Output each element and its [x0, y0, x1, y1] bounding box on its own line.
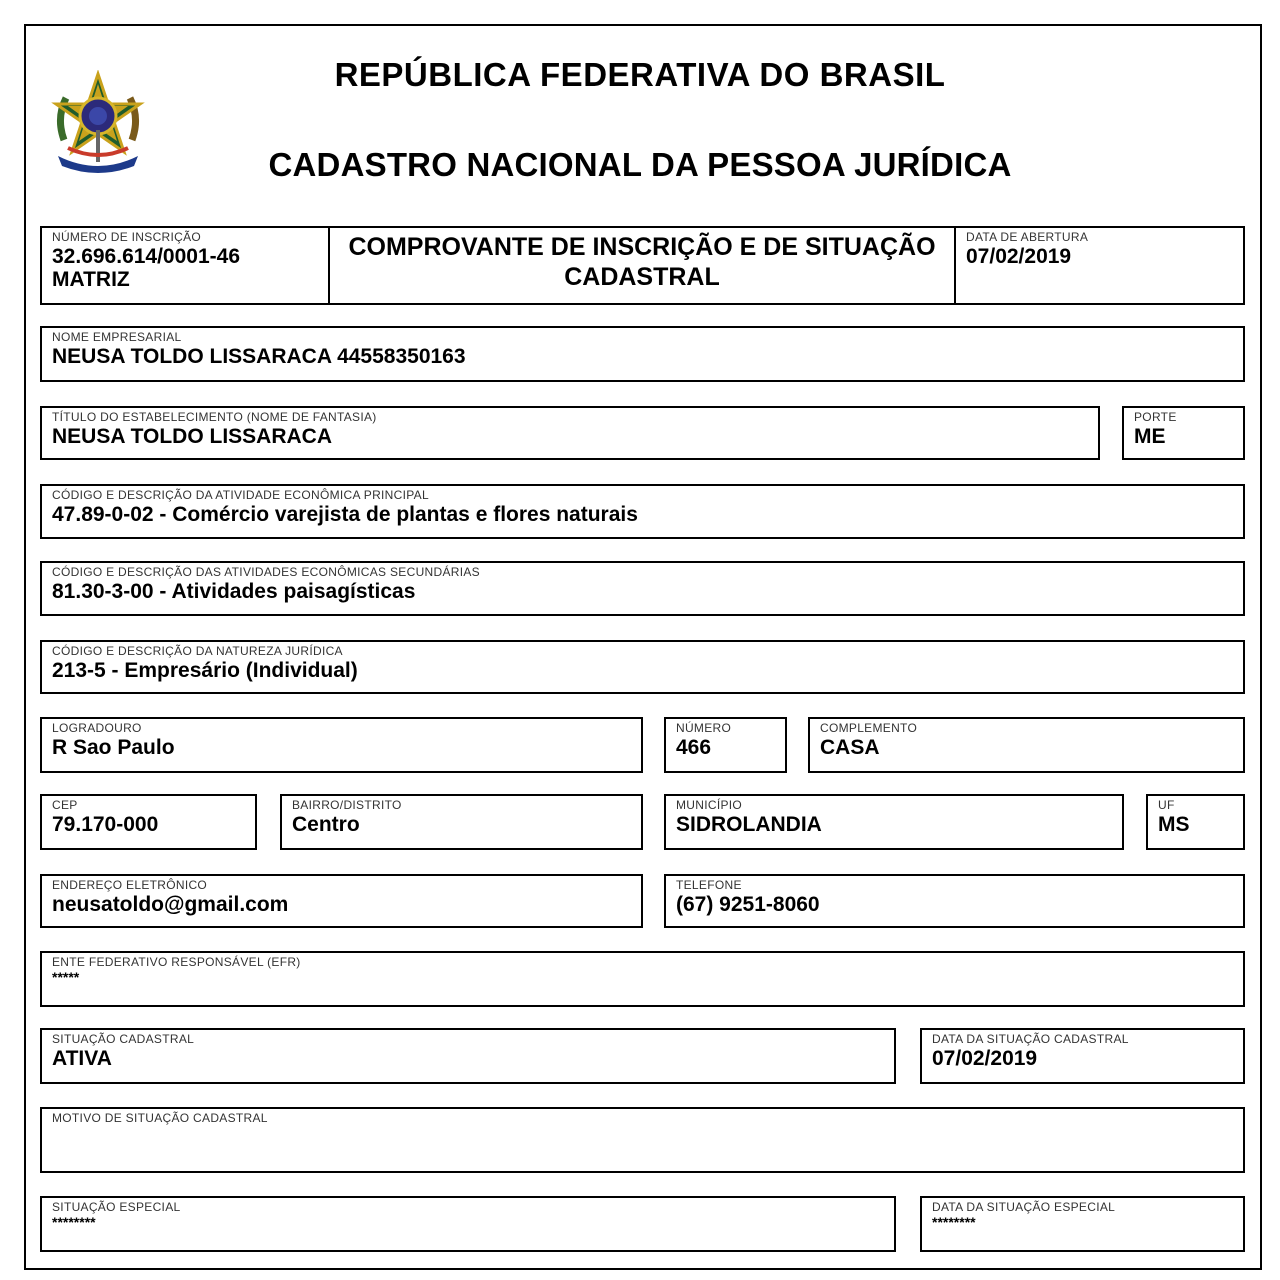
atividade-principal-label: CÓDIGO E DESCRIÇÃO DA ATIVIDADE ECONÔMICA PRINCIPAL: [52, 488, 429, 502]
numero-box: [664, 717, 787, 773]
document-title: REPÚBLICA FEDERATIVA DO BRASIL: [334, 56, 946, 93]
titulo-label: TÍTULO DO ESTABELECIMENTO (NOME DE FANTASIA): [52, 410, 377, 424]
telefone-box: [664, 874, 1245, 928]
uf-label: UF: [1158, 798, 1175, 812]
complemento-value: CASA: [820, 736, 880, 759]
nome-empresarial-value: NEUSA TOLDO LISSARACA 44558350163: [52, 345, 466, 368]
comprovante-title-line2: CADASTRAL: [564, 263, 720, 291]
natureza-juridica-label: CÓDIGO E DESCRIÇÃO DA NATUREZA JURÍDICA: [52, 644, 343, 658]
telefone-label: TELEFONE: [676, 878, 742, 892]
abertura-label: DATA DE ABERTURA: [966, 230, 1089, 244]
bairro-label: BAIRRO/DISTRITO: [292, 798, 402, 812]
uf-box: [1146, 794, 1245, 850]
complemento-box: [808, 717, 1245, 773]
data-situacao-especial-box: [920, 1196, 1245, 1252]
porte-value: ME: [1134, 425, 1166, 448]
inscricao-number: 32.696.614/0001-46: [52, 245, 241, 268]
logradouro-value: R Sao Paulo: [52, 736, 175, 759]
complemento-label: COMPLEMENTO: [820, 721, 918, 735]
data-situacao-value: 07/02/2019: [932, 1047, 1038, 1070]
porte-box: [1122, 406, 1245, 460]
logradouro-label: LOGRADOURO: [52, 721, 142, 735]
bairro-box: [280, 794, 643, 850]
uf-value: MS: [1158, 813, 1190, 836]
situacao-box: [40, 1028, 896, 1084]
situacao-especial-box: [40, 1196, 896, 1252]
comprovante-title-line1: COMPROVANTE DE INSCRIÇÃO E DE SITUAÇÃO: [348, 233, 936, 261]
situacao-label: SITUAÇÃO CADASTRAL: [52, 1032, 195, 1046]
bairro-value: Centro: [292, 813, 360, 836]
atividades-secundarias-box: [40, 561, 1245, 616]
situacao-especial-value: ********: [52, 1214, 96, 1230]
efr-box: [40, 951, 1245, 1007]
efr-value: *****: [52, 969, 80, 985]
data-situacao-label: DATA DA SITUAÇÃO CADASTRAL: [932, 1032, 1129, 1046]
document-subtitle: CADASTRO NACIONAL DA PESSOA JURÍDICA: [268, 146, 1012, 183]
titulo-value: NEUSA TOLDO LISSARACA: [52, 425, 333, 448]
logradouro-box: [40, 717, 643, 773]
cep-label: CEP: [52, 798, 78, 812]
data-situacao-especial-value: ********: [932, 1214, 976, 1230]
data-situacao-box: [920, 1028, 1245, 1084]
atividade-principal-box: [40, 484, 1245, 539]
atividades-secundarias-label: CÓDIGO E DESCRIÇÃO DAS ATIVIDADES ECONÔMICAS SECUNDÁRIAS: [52, 565, 480, 579]
email-value: neusatoldo@gmail.com: [52, 893, 289, 916]
nome-empresarial-label: NOME EMPRESARIAL: [52, 330, 182, 344]
motivo-box: [40, 1107, 1245, 1173]
email-label: ENDEREÇO ELETRÔNICO: [52, 878, 208, 892]
cep-box: [40, 794, 257, 850]
cep-value: 79.170-000: [52, 813, 159, 836]
porte-label: PORTE: [1134, 410, 1177, 424]
abertura-box: [954, 226, 1245, 305]
situacao-value: ATIVA: [52, 1047, 112, 1070]
email-box: [40, 874, 643, 928]
comprovante-box: [328, 226, 956, 305]
titulo-box: [40, 406, 1100, 460]
nome-empresarial-box: [40, 326, 1245, 382]
atividade-principal-value: 47.89-0-02 - Comércio varejista de plantas e flores naturais: [52, 503, 638, 526]
motivo-label: MOTIVO DE SITUAÇÃO CADASTRAL: [52, 1111, 268, 1125]
efr-label: ENTE FEDERATIVO RESPONSÁVEL (EFR): [52, 955, 301, 969]
inscricao-type: MATRIZ: [52, 268, 130, 291]
numero-value: 466: [676, 736, 712, 759]
municipio-label: MUNICÍPIO: [676, 798, 743, 812]
inscricao-label: NÚMERO DE INSCRIÇÃO: [52, 230, 202, 244]
telefone-value: (67) 9251-8060: [676, 893, 820, 916]
atividades-secundarias-value: 81.30-3-00 - Atividades paisagísticas: [52, 580, 416, 603]
municipio-value: SIDROLANDIA: [676, 813, 822, 836]
data-situacao-especial-label: DATA DA SITUAÇÃO ESPECIAL: [932, 1200, 1116, 1214]
natureza-juridica-value: 213-5 - Empresário (Individual): [52, 659, 358, 682]
municipio-box: [664, 794, 1124, 850]
situacao-especial-label: SITUAÇÃO ESPECIAL: [52, 1200, 181, 1214]
numero-label: NÚMERO: [676, 721, 732, 735]
abertura-value: 07/02/2019: [966, 245, 1072, 268]
inscricao-box: [40, 226, 330, 305]
natureza-juridica-box: [40, 640, 1245, 694]
